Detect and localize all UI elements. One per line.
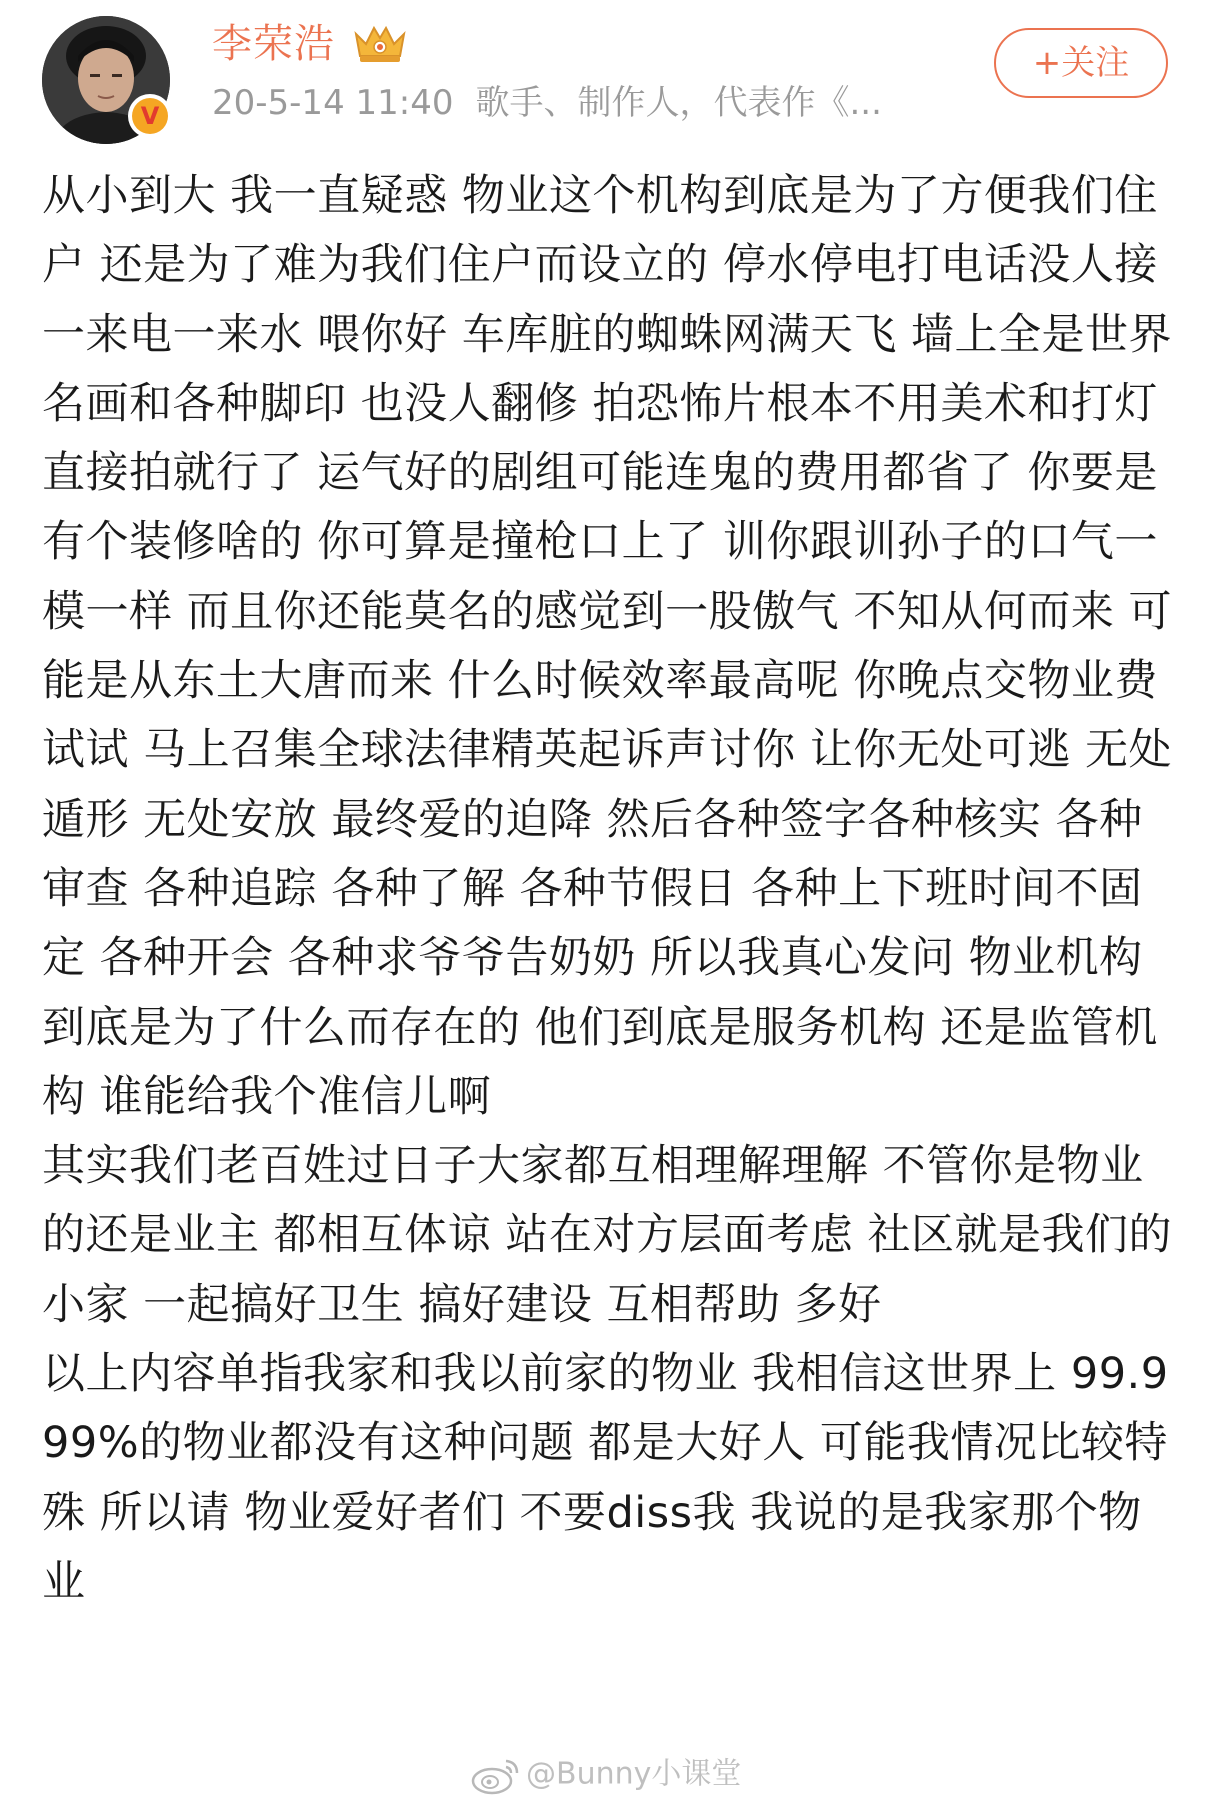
post-paragraph-1: 从小到大 我一直疑惑 物业这个机构到底是为了方便我们住户 还是为了难为我们住户而设立的 停水停电打电话没人接 一来电一来水 喂你好 车库脏的蜘蛛网满天飞 墙上全是世界名画和各种脚印 也没人翻修 拍恐怖片根本不用美术和打灯 直接拍就行了 运气好的剧组可能连鬼的费用都省了 你要是有个装修啥的 你可算是撞枪口上了 训你跟训孙子的口气一模一样 而且你还能莫名的感觉到一股傲气 不知从何而来 可能是从东土大唐而来 什么时候效率最高呢 你晚点交物业费试试 马上召集全球法律精英起诉声讨你 让你无处可逃 无处遁形 无处安放 最终爱的迫降 然后各种签字各种核实 各种审查 各种追踪 各种了解 各种节假日 各种上下班时间不固定 各种开会 各种求爷爷告奶奶 所以我真心发问 物业机构到底是为了什么而存在的 他们到底是服务机构 还是监管机构 谁能给我个准信儿啊 bbox=[42, 171, 1173, 1122]
user-bio: 歌手、制作人，代表作《... bbox=[475, 83, 882, 123]
watermark-text: @Bunny小课堂 bbox=[526, 1756, 742, 1792]
crown-icon bbox=[352, 22, 408, 64]
watermark bbox=[470, 1752, 741, 1796]
username[interactable]: 李荣浩 bbox=[212, 21, 335, 67]
follow-button[interactable]: +关注 bbox=[994, 28, 1168, 98]
post-body bbox=[42, 162, 1172, 1617]
post-paragraph-2: 其实我们老百姓过日子大家都互相理解理解 不管你是物业的还是业主 都相互体谅 站在对方层面考虑 社区就是我们的小家 一起搞好卫生 搞好建设 互相帮助 多好 bbox=[42, 1141, 1173, 1330]
post-header bbox=[0, 0, 1206, 150]
verified-badge-letter: V bbox=[132, 98, 168, 134]
verified-badge bbox=[128, 94, 172, 138]
post-timestamp[interactable]: 20-5-14 11:40 bbox=[212, 83, 454, 123]
post-paragraph-3: 以上内容单指我家和我以前家的物业 我相信这世界上 99.999%的物业都没有这种问题 都是大好人 可能我情况比较特殊 所以请 物业爱好者们 不要diss我 我说的是我家那个物业 bbox=[42, 1349, 1169, 1607]
weibo-logo-icon bbox=[470, 1755, 522, 1795]
post-meta bbox=[212, 80, 882, 126]
